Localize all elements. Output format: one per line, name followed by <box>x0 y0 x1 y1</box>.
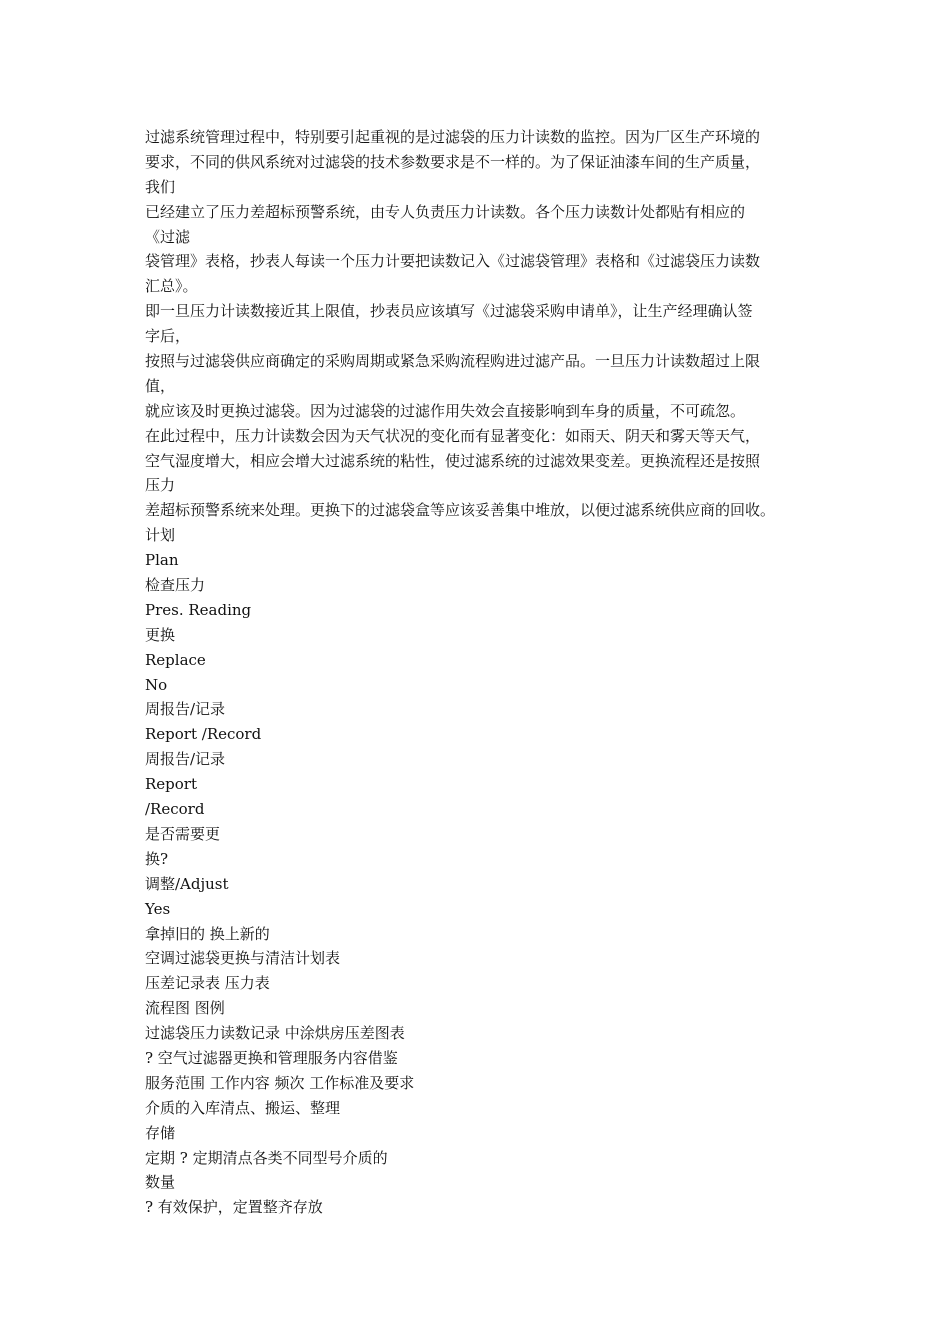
flowchart-label: 更换 <box>145 625 176 644</box>
text-line: 要求，不同的供风系统对过滤袋的技术参数要求是不一样的。为了保证油漆车间的生产质量， <box>145 152 761 171</box>
flowchart-label: 周报告/记录 <box>145 700 226 719</box>
text-line: 我们 <box>145 177 176 196</box>
text-line: 空调过滤袋更换与清洁计划表 <box>145 949 341 968</box>
flowchart-label: Report <box>145 775 198 794</box>
text-line: 服务范围 工作内容 频次 工作标准及要求 <box>145 1073 415 1092</box>
flowchart-label: Report /Record <box>145 725 262 744</box>
text-line: 压差记录表 压力表 <box>145 974 270 993</box>
text-line: 袋管理》表格，抄表人每读一个压力计要把读数记入《过滤袋管理》表格和《过滤袋压力读数 <box>145 252 761 271</box>
flowchart-label: Yes <box>145 899 171 918</box>
flowchart-label: 调整/Adjust <box>145 874 229 893</box>
text-line: 数量 <box>145 1173 176 1192</box>
flowchart-label: 换? <box>145 849 169 868</box>
text-line: 就应该及时更换过滤袋。因为过滤袋的过滤作用失效会直接影响到车身的质量，不可疏忽。 <box>145 401 746 420</box>
text-line: 汇总》。 <box>145 277 198 296</box>
text-line: 即一旦压力计读数接近其上限值，抄表员应该填写《过滤袋采购申请单》，让生产经理确认签 <box>145 302 753 321</box>
text-line: 按照与过滤袋供应商确定的采购周期或紧急采购流程购进过滤产品。一旦压力计读数超过上限 <box>145 352 761 371</box>
text-line: 空气湿度增大，相应会增大过滤系统的粘性，使过滤系统的过滤效果变差。更换流程还是按照 <box>145 451 761 470</box>
flowchart-label: Pres. Reading <box>145 600 252 619</box>
text-line: 存储 <box>145 1123 176 1142</box>
flowchart-label: Replace <box>145 650 206 669</box>
text-line: 介质的入库清点、搬运、整理 <box>145 1098 341 1117</box>
text-line: 差超标预警系统来处理。更换下的过滤袋盒等应该妥善集中堆放，以便过滤系统供应商的回收。 <box>145 501 776 520</box>
text-line: 压力 <box>145 476 176 495</box>
text-line: 字后， <box>145 327 191 346</box>
flowchart-label: 检查压力 <box>145 576 206 595</box>
text-line: 过滤系统管理过程中，特别要引起重视的是过滤袋的压力计读数的监控。因为厂区生产环境的 <box>145 128 761 146</box>
flowchart-label: Plan <box>145 551 179 570</box>
text-line: 定期 ? 定期清点各类不同型号介质的 <box>145 1148 388 1167</box>
text-line: 值， <box>145 376 176 395</box>
text-line: 流程图 图例 <box>145 999 225 1018</box>
text-line: 《过滤 <box>145 227 191 246</box>
flowchart-label: No <box>145 675 168 694</box>
text-line: 拿掉旧的 换上新的 <box>145 924 270 943</box>
text-line: 过滤袋压力读数记录 中涂烘房压差图表 <box>145 1024 405 1043</box>
text-line: ? 空气过滤器更换和管理服务内容借鉴 <box>145 1048 398 1067</box>
text-line: ? 有效保护，定置整齐存放 <box>145 1198 323 1217</box>
text-line: 在此过程中，压力计读数会因为天气状况的变化而有显著变化：如雨天、阴天和雾天等天气， <box>145 426 761 445</box>
flowchart-label: 计划 <box>145 526 176 545</box>
flowchart-label: /Record <box>145 800 205 819</box>
text-line: 已经建立了压力差超标预警系统，由专人负责压力计读数。各个压力读数计处都贴有相应的 <box>145 202 746 221</box>
flowchart-label: 周报告/记录 <box>145 750 226 769</box>
document-body <box>145 125 810 1220</box>
flowchart-label: 是否需要更 <box>145 824 221 843</box>
